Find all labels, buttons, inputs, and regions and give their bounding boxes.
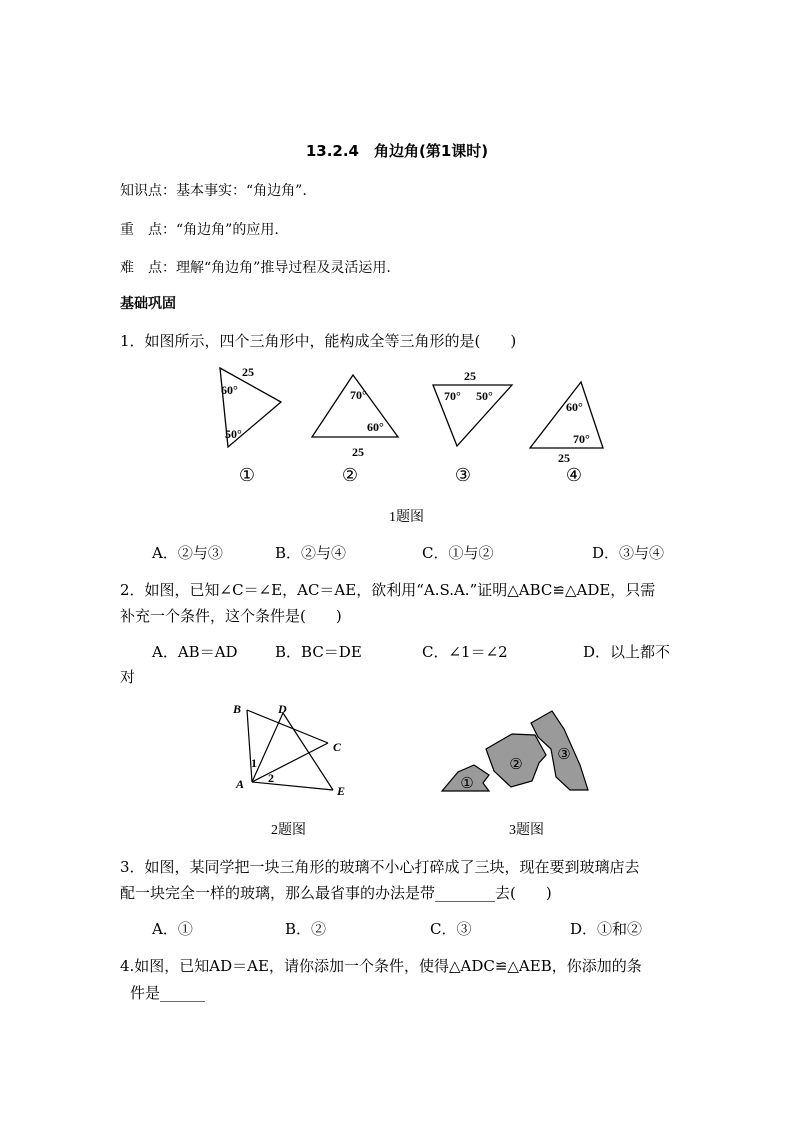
point-b-label: B <box>233 702 242 716</box>
q2-option-b: B．BC＝DE <box>275 643 362 661</box>
point-c-label: C <box>333 740 342 754</box>
tri2-label-1: 60° <box>367 420 384 434</box>
q1-figure <box>200 360 620 490</box>
angle-2-label: 2 <box>268 771 274 785</box>
angle-1-label: 1 <box>251 756 257 770</box>
q3-option-c: C．③ <box>430 920 472 938</box>
q2-option-a: A．AB＝AD <box>152 643 238 661</box>
tri1-label-2: 50° <box>225 427 242 441</box>
point-d-label: D <box>278 702 287 716</box>
q1-option-c: C．①与② <box>422 544 494 562</box>
tri4-label-1: 70° <box>573 432 590 446</box>
q2-option-d-tail: 对 <box>120 668 136 686</box>
tri3-number: ③ <box>454 465 472 486</box>
page-title: 13.2.4 角边角(第1课时) <box>305 142 489 160</box>
q2-stem-line1: 2．如图，已知∠C＝∠E，AC＝AE，欲利用“A.S.A.”证明△ABC≌△ADE，只需 <box>120 581 656 599</box>
tri4-label-0: 60° <box>566 400 583 414</box>
section-heading: 基础巩固 <box>120 296 176 312</box>
focus-label: 重 点： <box>120 222 176 238</box>
q2-figure <box>230 700 360 800</box>
q4-stem-line1: 4.如图，已知AD＝AE，请你添加一个条件，使得△ADC≌△AEB，你添加的条 <box>120 957 642 975</box>
tri2-label-0: 70° <box>350 388 367 402</box>
difficulty-label: 难 点： <box>120 260 176 276</box>
tri4-label-2: 25 <box>558 451 570 465</box>
q3-stem-line2: 配一块完全一样的玻璃，那么最省事的办法是带________去( ) <box>120 884 552 902</box>
knowledge-text: 基本事实：“角边角”. <box>176 183 307 199</box>
q2-stem-line2: 补充一个条件，这个条件是( ) <box>120 607 342 625</box>
triangle-2 <box>312 375 398 437</box>
q2-option-c: C．∠1＝∠2 <box>422 643 508 661</box>
q1-option-b: B．②与④ <box>275 544 347 562</box>
tri2-number: ② <box>341 465 359 486</box>
q3-figure <box>440 705 600 800</box>
tri2-label-2: 25 <box>352 445 364 459</box>
q1-stem: 1．如图所示，四个三角形中，能构成全等三角形的是( ) <box>120 332 517 350</box>
q3-option-a: A．① <box>152 920 193 938</box>
tri3-label-0: 25 <box>464 369 476 383</box>
q2-caption: 2题图 <box>271 823 306 838</box>
difficulty-point <box>120 257 391 277</box>
tri1-number: ① <box>238 465 256 486</box>
tri1-label-0: 25 <box>242 365 254 379</box>
tri4-number: ④ <box>565 465 583 486</box>
q1-option-a: A．②与③ <box>152 544 223 562</box>
difficulty-text: 理解“角边角”推导过程及灵活运用. <box>176 260 391 276</box>
q3-caption: 3题图 <box>509 823 544 838</box>
point-e-label: E <box>337 784 346 798</box>
triangle-4 <box>530 382 603 448</box>
tri3-label-2: 50° <box>476 389 493 403</box>
q4-stem-line2: 件是______ <box>130 984 206 1002</box>
q1-option-d: D．③与④ <box>592 544 665 562</box>
piece-1-number: ① <box>460 774 474 792</box>
focus-point <box>120 219 279 239</box>
q3-stem-line1: 3．如图，某同学把一块三角形的玻璃不小心打碎成了三块，现在要到玻璃店去 <box>120 858 640 876</box>
knowledge-point <box>120 180 307 200</box>
q3-option-d: D．①和② <box>570 920 643 938</box>
tri1-label-1: 60° <box>221 383 238 397</box>
q1-caption: 1题图 <box>389 510 424 525</box>
knowledge-label: 知识点： <box>120 183 176 199</box>
q3-option-b: B．② <box>285 920 327 938</box>
piece-2-number: ② <box>509 755 523 773</box>
q2-option-d: D．以上都不 <box>583 643 671 661</box>
tri3-label-1: 70° <box>444 389 461 403</box>
piece-3-number: ③ <box>557 745 571 763</box>
focus-text: “角边角”的应用. <box>176 222 279 238</box>
point-a-label: A <box>236 777 245 791</box>
